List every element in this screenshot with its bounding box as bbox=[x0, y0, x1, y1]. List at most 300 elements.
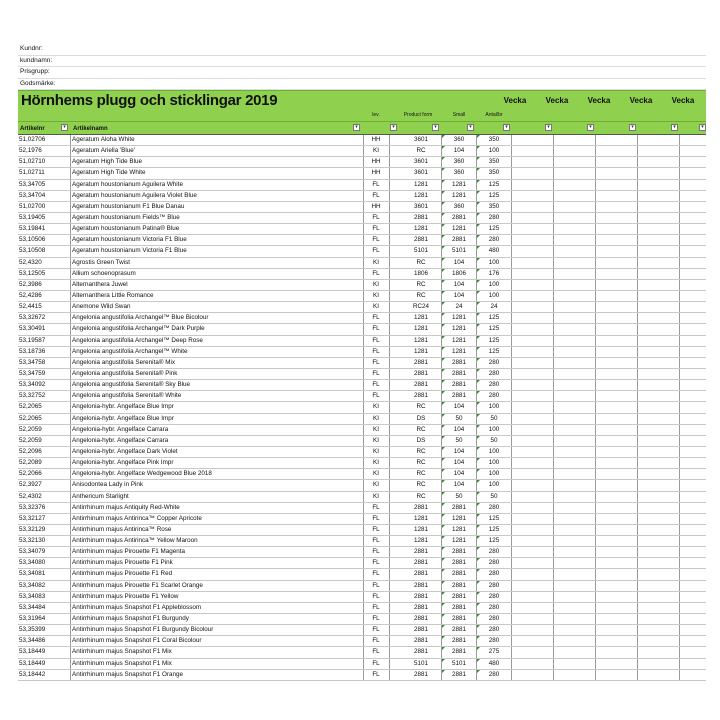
data-table bbox=[18, 135, 706, 681]
artikelnamn-cell: Antirrhinum majus Pirouette F1 Scarlet Orange bbox=[72, 581, 203, 589]
filter-dropdown-icon[interactable]: ▾ bbox=[353, 124, 360, 131]
cell-marker-icon bbox=[477, 425, 480, 428]
table-row[interactable] bbox=[18, 213, 706, 224]
lev-cell: HH bbox=[371, 169, 381, 177]
antal-br-cell: 280 bbox=[488, 503, 500, 511]
antal-br-cell: 125 bbox=[488, 191, 500, 199]
cell-marker-icon bbox=[477, 569, 480, 572]
lev-cell: FL bbox=[372, 392, 380, 400]
meta-row-prisgrupp bbox=[18, 67, 706, 79]
cell-marker-icon bbox=[477, 258, 480, 261]
lev-cell: FL bbox=[372, 213, 380, 221]
product-form-cell: DS bbox=[416, 436, 426, 444]
cell-marker-icon bbox=[442, 168, 445, 171]
small-cell: 2881 bbox=[451, 236, 466, 244]
small-cell: 360 bbox=[453, 169, 465, 177]
table-row[interactable] bbox=[18, 414, 706, 425]
cell-marker-icon bbox=[442, 469, 445, 472]
product-form-cell: 1281 bbox=[413, 180, 428, 188]
product-form-cell: RC bbox=[416, 425, 426, 433]
filter-dropdown-icon[interactable]: ▾ bbox=[587, 124, 594, 131]
artikelnamn-cell: Ageratum houstonianum Patina® Blue bbox=[72, 225, 180, 233]
cell-marker-icon bbox=[477, 436, 480, 439]
table-row[interactable] bbox=[18, 269, 706, 280]
table-row[interactable] bbox=[18, 636, 706, 647]
product-form-cell: 2881 bbox=[413, 236, 428, 244]
small-cell: 2881 bbox=[451, 626, 466, 634]
artikelnr-cell: 53,19587 bbox=[19, 336, 46, 344]
artikelnamn-cell: Angelonia-hybr. Angelface Carrara bbox=[72, 425, 169, 433]
artikelnr-cell: 52,4415 bbox=[19, 303, 42, 311]
table-row[interactable] bbox=[18, 425, 706, 436]
lev-cell: FL bbox=[372, 525, 380, 533]
cell-marker-icon bbox=[477, 291, 480, 294]
cell-marker-icon bbox=[442, 157, 445, 160]
cell-marker-icon bbox=[477, 514, 480, 517]
filter-dropdown-icon[interactable]: ▾ bbox=[467, 124, 474, 131]
artikelnamn-cell: Ageratum Ariella 'Blue' bbox=[72, 147, 135, 155]
artikelnamn-cell: Ageratum Aloha White bbox=[72, 136, 135, 143]
artikelnamn-cell: Angelonia angustifolia Serenita® Sky Blue bbox=[72, 381, 191, 389]
lev-cell: FL bbox=[372, 180, 380, 188]
table-row[interactable] bbox=[18, 670, 706, 681]
small-cell: 104 bbox=[453, 280, 465, 288]
artikelnamn-cell: Anthericum Starlight bbox=[72, 492, 129, 500]
filter-dropdown-icon[interactable]: ▾ bbox=[503, 124, 510, 131]
artikelnr-cell: 51,02700 bbox=[19, 202, 46, 210]
cell-marker-icon bbox=[442, 180, 445, 183]
cell-marker-icon bbox=[477, 647, 480, 650]
product-form-cell: RC bbox=[416, 147, 426, 155]
lev-cell: KI bbox=[373, 425, 379, 433]
table-row[interactable] bbox=[18, 391, 706, 402]
artikelnr-cell: 53,10506 bbox=[19, 236, 46, 244]
artikelnamn-cell: Angelonia angustifolia Serenita® Mix bbox=[72, 358, 176, 366]
artikelnr-cell: 52,4286 bbox=[19, 291, 42, 299]
small-cell: 2881 bbox=[451, 503, 466, 511]
antal-br-cell: 50 bbox=[490, 414, 498, 422]
table-row[interactable] bbox=[18, 547, 706, 558]
antal-br-cell: 100 bbox=[488, 291, 500, 299]
artikelnamn-cell: Ageratum High Tide Blue bbox=[72, 158, 143, 166]
cell-marker-icon bbox=[442, 246, 445, 249]
artikelnr-cell: 53,19405 bbox=[19, 213, 46, 221]
small-cell: 50 bbox=[455, 414, 463, 422]
cell-marker-icon bbox=[477, 336, 480, 339]
small-cell: 2881 bbox=[451, 592, 466, 600]
table-row[interactable] bbox=[18, 569, 706, 580]
artikelnamn-cell: Antirrhinum majus Snapshot F1 Mix bbox=[72, 648, 172, 656]
artikelnamn-cell: Angelonia angustifolia Serenita® Pink bbox=[72, 369, 178, 377]
table-row[interactable] bbox=[18, 313, 706, 324]
small-cell: 2881 bbox=[451, 381, 466, 389]
table-row[interactable] bbox=[18, 358, 706, 369]
product-form-cell: 1281 bbox=[413, 336, 428, 344]
product-form-cell: 1281 bbox=[413, 314, 428, 322]
artikelnr-cell: 52,3927 bbox=[19, 481, 42, 489]
small-cell: 2881 bbox=[451, 392, 466, 400]
small-cell: 50 bbox=[455, 492, 463, 500]
cell-marker-icon bbox=[477, 592, 480, 595]
cell-marker-icon bbox=[477, 358, 480, 361]
lev-cell: FL bbox=[372, 670, 380, 678]
small-cell: 1806 bbox=[451, 269, 466, 277]
product-form-cell: RC bbox=[416, 481, 426, 489]
antal-br-cell: 280 bbox=[488, 626, 500, 634]
table-row[interactable] bbox=[18, 258, 706, 269]
artikelnamn-cell: Alternanthera Juwel bbox=[72, 280, 128, 288]
artikelnr-cell: 53,32752 bbox=[19, 392, 46, 400]
cell-marker-icon bbox=[477, 614, 480, 617]
lev-cell: FL bbox=[372, 369, 380, 377]
artikelnr-cell: 53,32376 bbox=[19, 503, 46, 511]
lev-cell: FL bbox=[372, 592, 380, 600]
product-form-cell: RC bbox=[416, 291, 426, 299]
meta-row-kundnr bbox=[18, 44, 706, 56]
table-row[interactable] bbox=[18, 480, 706, 491]
lev-cell: FL bbox=[372, 581, 380, 589]
filter-dropdown-icon[interactable]: ▾ bbox=[390, 124, 397, 131]
table-row[interactable] bbox=[18, 180, 706, 191]
cell-marker-icon bbox=[442, 135, 445, 138]
table-row[interactable] bbox=[18, 347, 706, 358]
table-row[interactable] bbox=[18, 369, 706, 380]
cell-marker-icon bbox=[477, 246, 480, 249]
cell-marker-icon bbox=[477, 157, 480, 160]
cell-marker-icon bbox=[477, 380, 480, 383]
artikelnr-cell: 51,02706 bbox=[19, 136, 46, 143]
antal-br-cell: 275 bbox=[488, 648, 500, 656]
table-row[interactable] bbox=[18, 302, 706, 313]
table-row[interactable] bbox=[18, 625, 706, 636]
artikelnamn-cell: Antirrhinum majus Snapshot F1 Appleblossom bbox=[72, 603, 202, 611]
artikelnamn-cell: Anisodontea Lady in Pink bbox=[72, 481, 144, 489]
lev-cell: FL bbox=[372, 269, 380, 277]
cell-marker-icon bbox=[442, 414, 445, 417]
artikelnamn-cell: Angelonia-hybr. Angelface Dark Violet bbox=[72, 447, 178, 455]
table-row[interactable] bbox=[18, 246, 706, 257]
small-cell: 104 bbox=[453, 425, 465, 433]
small-cell: 104 bbox=[453, 147, 465, 155]
product-form-cell: 2881 bbox=[413, 637, 428, 645]
lev-cell: FL bbox=[372, 503, 380, 511]
lev-cell: FL bbox=[372, 191, 380, 199]
meta-row-godsmarke bbox=[18, 79, 706, 91]
cell-marker-icon bbox=[477, 302, 480, 305]
artikelnr-cell: 53,34082 bbox=[19, 581, 46, 589]
small-cell: 2881 bbox=[451, 670, 466, 678]
cell-marker-icon bbox=[442, 525, 445, 528]
artikelnr-cell: 53,34704 bbox=[19, 191, 46, 199]
artikelnr-cell: 53,34486 bbox=[19, 637, 46, 645]
small-cell: 2881 bbox=[451, 603, 466, 611]
table-row[interactable] bbox=[18, 592, 706, 603]
antal-br-cell: 50 bbox=[490, 436, 498, 444]
lev-cell: KI bbox=[373, 414, 379, 422]
filter-dropdown-icon[interactable]: ▾ bbox=[61, 124, 68, 131]
artikelnr-cell: 53,32129 bbox=[19, 525, 46, 533]
artikelnamn-cell: Angelonia angustifolia Archangel™ Deep Rose bbox=[72, 336, 203, 344]
product-form-cell: 5101 bbox=[413, 247, 428, 255]
artikelnamn-cell: Ageratum houstonianum Aguilera White bbox=[72, 180, 183, 188]
table-row[interactable] bbox=[18, 458, 706, 469]
artikelnamn-cell: Ageratum houstonianum Victoria F1 Blue bbox=[72, 247, 187, 255]
artikelnr-header: Artikelnr bbox=[20, 126, 45, 132]
lev-cell: KI bbox=[373, 459, 379, 467]
table-row[interactable] bbox=[18, 280, 706, 291]
small-cell: 1281 bbox=[451, 191, 466, 199]
antal-br-cell: 100 bbox=[488, 447, 500, 455]
table-row[interactable] bbox=[18, 402, 706, 413]
artikelnr-cell: 52,2089 bbox=[19, 459, 42, 467]
cell-marker-icon bbox=[442, 213, 445, 216]
antal-br-cell: 280 bbox=[488, 570, 500, 578]
small-cell: 2881 bbox=[451, 548, 466, 556]
table-row[interactable] bbox=[18, 581, 706, 592]
table-row[interactable] bbox=[18, 492, 706, 503]
filter-dropdown-icon[interactable]: ▾ bbox=[699, 124, 706, 131]
vecka-header-2: Vecka bbox=[545, 96, 569, 105]
filter-dropdown-icon[interactable]: ▾ bbox=[432, 124, 439, 131]
artikelnr-cell: 53,32672 bbox=[19, 314, 46, 322]
table-row[interactable] bbox=[18, 235, 706, 246]
filter-dropdown-icon[interactable]: ▾ bbox=[671, 124, 678, 131]
product-form-cell: 1281 bbox=[413, 225, 428, 233]
cell-marker-icon bbox=[477, 135, 480, 138]
spreadsheet bbox=[18, 44, 706, 681]
cell-marker-icon bbox=[477, 503, 480, 506]
lev-cell: KI bbox=[373, 280, 379, 288]
table-row[interactable] bbox=[18, 224, 706, 235]
product-form-cell: 2881 bbox=[413, 581, 428, 589]
antal-br-cell: 280 bbox=[488, 559, 500, 567]
table-row[interactable] bbox=[18, 469, 706, 480]
filter-dropdown-icon[interactable]: ▾ bbox=[545, 124, 552, 131]
product-form-cell: DS bbox=[416, 414, 426, 422]
cell-marker-icon bbox=[442, 258, 445, 261]
antal-br-cell: 100 bbox=[488, 258, 500, 266]
table-row[interactable] bbox=[18, 291, 706, 302]
antal-br-cell: 280 bbox=[488, 381, 500, 389]
product-form-cell: 1281 bbox=[413, 537, 428, 545]
small-cell: 2881 bbox=[451, 637, 466, 645]
table-row[interactable] bbox=[18, 603, 706, 614]
artikelnr-cell: 52,2065 bbox=[19, 403, 42, 411]
artikelnr-cell: 53,10508 bbox=[19, 247, 46, 255]
table-row[interactable] bbox=[18, 614, 706, 625]
cell-marker-icon bbox=[477, 558, 480, 561]
table-row[interactable] bbox=[18, 168, 706, 179]
small-cell: 1281 bbox=[451, 225, 466, 233]
product-form-cell: 1281 bbox=[413, 191, 428, 199]
cell-marker-icon bbox=[442, 302, 445, 305]
antal-br-cell: 480 bbox=[488, 247, 500, 255]
artikelnr-cell: 53,34759 bbox=[19, 369, 46, 377]
small-cell: 1281 bbox=[451, 537, 466, 545]
artikelnamn-cell: Angelonia-hybr. Angelface Blue Impr bbox=[72, 403, 174, 411]
vecka-header-3: Vecka bbox=[587, 96, 611, 105]
artikelnr-cell: 52,3986 bbox=[19, 280, 42, 288]
table-row[interactable] bbox=[18, 503, 706, 514]
table-row[interactable] bbox=[18, 558, 706, 569]
artikelnamn-cell: Angelonia angustifolia Archangel™ White bbox=[72, 347, 188, 355]
antal-br-cell: 176 bbox=[488, 269, 500, 277]
table-row[interactable] bbox=[18, 536, 706, 547]
meta-row-kundnamn bbox=[18, 56, 706, 68]
small-cell: 2881 bbox=[451, 581, 466, 589]
product-form-cell: 3601 bbox=[413, 158, 428, 166]
cell-marker-icon bbox=[442, 625, 445, 628]
lev-cell: FL bbox=[372, 626, 380, 634]
small-cell: 104 bbox=[453, 447, 465, 455]
cell-marker-icon bbox=[442, 536, 445, 539]
table-row[interactable] bbox=[18, 447, 706, 458]
product-form-cell: RC bbox=[416, 447, 426, 455]
small-cell: 1281 bbox=[451, 314, 466, 322]
small-cell: 360 bbox=[453, 158, 465, 166]
product-form-cell: 3601 bbox=[413, 202, 428, 210]
artikelnr-cell: 52,4320 bbox=[19, 258, 42, 266]
lev-cell: FL bbox=[372, 314, 380, 322]
cell-marker-icon bbox=[477, 391, 480, 394]
cell-marker-icon bbox=[477, 146, 480, 149]
lev-header: lev. bbox=[372, 112, 380, 118]
cell-marker-icon bbox=[477, 458, 480, 461]
cell-marker-icon bbox=[477, 213, 480, 216]
small-cell: 1281 bbox=[451, 514, 466, 522]
small-cell: 1281 bbox=[451, 325, 466, 333]
antal-br-cell: 125 bbox=[488, 514, 500, 522]
table-row[interactable] bbox=[18, 659, 706, 670]
small-cell: 2881 bbox=[451, 213, 466, 221]
product-form-cell: RC bbox=[416, 459, 426, 467]
antal-br-cell: 280 bbox=[488, 369, 500, 377]
artikelnamn-cell: Antirrhinum majus Snapshot F1 Coral Bicolour bbox=[72, 637, 202, 645]
cell-marker-icon bbox=[442, 503, 445, 506]
antal-br-cell: 100 bbox=[488, 470, 500, 478]
cell-marker-icon bbox=[442, 291, 445, 294]
lev-cell: FL bbox=[372, 247, 380, 255]
artikelnamn-cell: Antirrhinum majus Pirouette F1 Yellow bbox=[72, 592, 179, 600]
artikelnr-cell: 53,34758 bbox=[19, 358, 46, 366]
product-form-cell: 5101 bbox=[413, 659, 428, 667]
title-bar bbox=[18, 90, 706, 111]
artikelnr-cell: 53,12505 bbox=[19, 269, 46, 277]
cell-marker-icon bbox=[477, 659, 480, 662]
product-form-cell: 3601 bbox=[413, 169, 428, 177]
cell-marker-icon bbox=[477, 536, 480, 539]
lev-cell: FL bbox=[372, 537, 380, 545]
artikelnamn-cell: Ageratum High Tide White bbox=[72, 169, 146, 177]
artikelnamn-cell: Angelonia-hybr. Angelface Wedgewood Blue 2018 bbox=[72, 470, 212, 478]
cell-marker-icon bbox=[442, 146, 445, 149]
lev-cell: HH bbox=[371, 158, 381, 166]
small-cell: 1281 bbox=[451, 180, 466, 188]
lev-cell: FL bbox=[372, 570, 380, 578]
product-form-cell: 2881 bbox=[413, 615, 428, 623]
cell-marker-icon bbox=[442, 380, 445, 383]
godsmarke-label: Godsmärke: bbox=[20, 79, 56, 87]
small-cell: 2881 bbox=[451, 369, 466, 377]
filter-dropdown-icon[interactable]: ▾ bbox=[629, 124, 636, 131]
table-row[interactable] bbox=[18, 380, 706, 391]
antal-br-cell: 280 bbox=[488, 637, 500, 645]
artikelnamn-cell: Angelonia angustifolia Archangel™ Blue Bicolour bbox=[72, 314, 209, 322]
table-row[interactable] bbox=[18, 525, 706, 536]
artikelnamn-cell: Angelonia-hybr. Angelface Blue Impr bbox=[72, 414, 174, 422]
table-row[interactable] bbox=[18, 436, 706, 447]
antal-br-cell: 125 bbox=[488, 525, 500, 533]
table-row[interactable] bbox=[18, 157, 706, 168]
table-row[interactable] bbox=[18, 202, 706, 213]
artikelnr-cell: 53,32127 bbox=[19, 514, 46, 522]
lev-cell: FL bbox=[372, 637, 380, 645]
lev-cell: FL bbox=[372, 659, 380, 667]
product-form-cell: 2881 bbox=[413, 358, 428, 366]
table-row[interactable] bbox=[18, 146, 706, 157]
table-row[interactable] bbox=[18, 324, 706, 335]
lev-cell: FL bbox=[372, 336, 380, 344]
kundnamn-label: kundnamn: bbox=[20, 56, 53, 64]
table-row[interactable] bbox=[18, 514, 706, 525]
small-cell: 360 bbox=[453, 136, 465, 143]
small-cell: 2881 bbox=[451, 570, 466, 578]
artikelnamn-cell: Antirrhinum majus Antirinca™ Rose bbox=[72, 525, 172, 533]
antal-br-cell: 280 bbox=[488, 581, 500, 589]
product-form-cell: RC bbox=[416, 258, 426, 266]
artikelnr-cell: 53,18442 bbox=[19, 670, 46, 678]
antal-br-cell: 280 bbox=[488, 358, 500, 366]
cell-marker-icon bbox=[442, 269, 445, 272]
artikelnr-cell: 52,1976 bbox=[19, 147, 42, 155]
small-cell: 104 bbox=[453, 470, 465, 478]
cell-marker-icon bbox=[442, 581, 445, 584]
table-row[interactable] bbox=[18, 191, 706, 202]
small-cell: 1281 bbox=[451, 336, 466, 344]
cell-marker-icon bbox=[442, 670, 445, 673]
table-row[interactable] bbox=[18, 336, 706, 347]
cell-marker-icon bbox=[442, 558, 445, 561]
table-row[interactable] bbox=[18, 135, 706, 146]
small-cell: 1281 bbox=[451, 347, 466, 355]
antal-br-cell: 125 bbox=[488, 225, 500, 233]
artikelnr-cell: 52,2065 bbox=[19, 414, 42, 422]
artikelnamn-cell: Antirrhinum majus Snapshot F1 Burgundy bbox=[72, 615, 189, 623]
cell-marker-icon bbox=[442, 358, 445, 361]
product-form-cell: 2881 bbox=[413, 648, 428, 656]
cell-marker-icon bbox=[477, 603, 480, 606]
artikelnr-cell: 52,2059 bbox=[19, 425, 42, 433]
product-form-cell: 2881 bbox=[413, 503, 428, 511]
antal-br-cell: 100 bbox=[488, 425, 500, 433]
small-cell: 2881 bbox=[451, 358, 466, 366]
table-row[interactable] bbox=[18, 647, 706, 658]
artikelnamn-header: Artikelnamn bbox=[73, 126, 108, 132]
cell-marker-icon bbox=[442, 235, 445, 238]
product-form-cell: 2881 bbox=[413, 626, 428, 634]
artikelnr-cell: 53,35399 bbox=[19, 626, 46, 634]
cell-marker-icon bbox=[442, 569, 445, 572]
product-form-cell: 2881 bbox=[413, 392, 428, 400]
antal-br-cell: 480 bbox=[488, 659, 500, 667]
antal-br-cell: 125 bbox=[488, 325, 500, 333]
artikelnr-cell: 52,2059 bbox=[19, 436, 42, 444]
cell-marker-icon bbox=[442, 592, 445, 595]
artikelnamn-cell: Angelonia angustifolia Archangel™ Dark Purple bbox=[72, 325, 205, 333]
product-form-cell: 2881 bbox=[413, 603, 428, 611]
small-cell: 104 bbox=[453, 459, 465, 467]
antal-br-cell: 350 bbox=[488, 169, 500, 177]
